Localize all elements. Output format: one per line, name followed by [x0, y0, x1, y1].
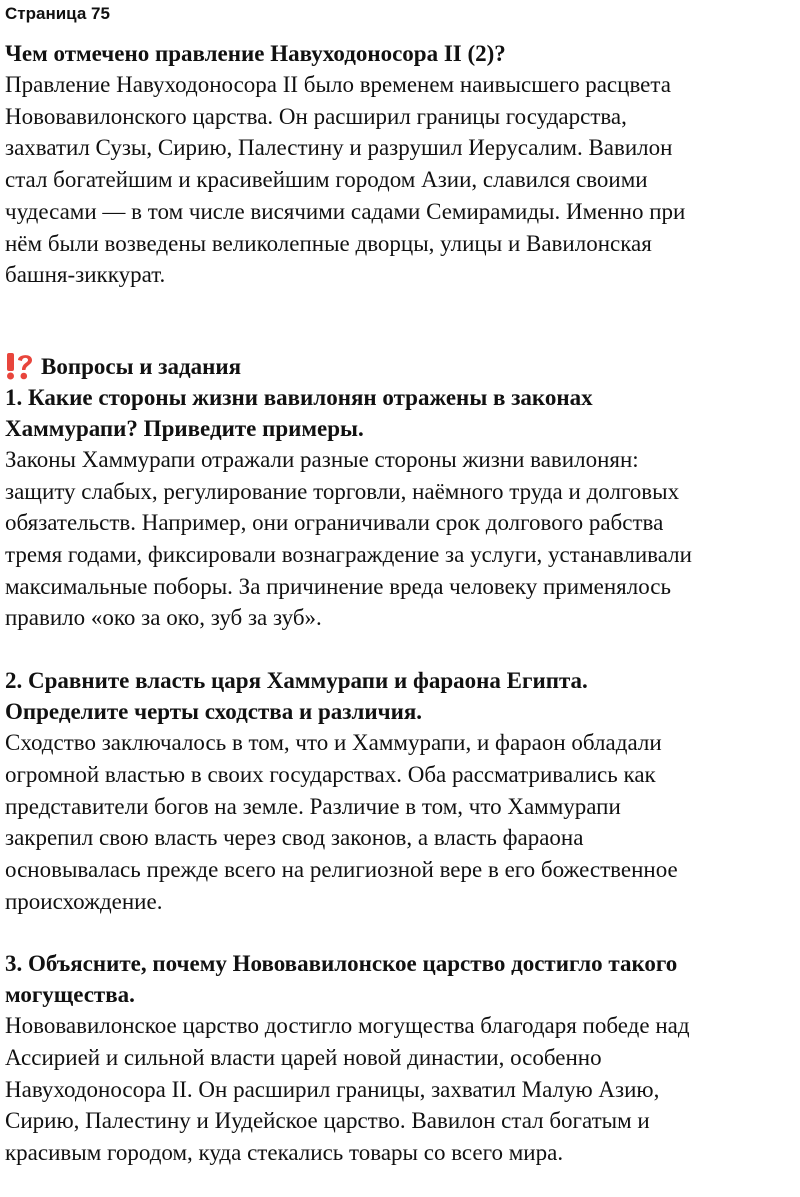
- answer-line: башня-зиккурат.: [5, 262, 166, 288]
- answer-line: нём были возведены великолепные дворцы, улицы и Вавилонская: [5, 230, 652, 256]
- answer-line: основывалась прежде всего на религиозной вере в его божественное: [5, 856, 678, 882]
- question-title: [5, 948, 795, 1010]
- section-title: Вопросы и задания: [41, 353, 242, 379]
- answer-line: правило «око за око, зуб за зуб».: [5, 605, 322, 631]
- question-title: [5, 382, 795, 444]
- question-title-line: Хаммурапи? Приведите примеры.: [5, 415, 364, 441]
- answer-line: красивым городом, куда стекались товары со всего мира.: [5, 1140, 564, 1166]
- answer-line: Законы Хаммурапи отражали разные стороны жизни вавилонян:: [5, 446, 639, 472]
- answer-line: огромной властью в своих государствах. Оба рассматривались как: [5, 761, 656, 787]
- answer-line: Ассирией и сильной власти царей новой династии, особенно: [5, 1045, 602, 1071]
- answer-line: Правление Навуходоносора II было временем наивысшего расцвета: [5, 72, 671, 97]
- page-number-label: Страница 75: [5, 4, 110, 23]
- section-heading: [5, 351, 800, 382]
- answer-line: чудесами — в том числе висячими садами Семирамиды. Именно при: [5, 198, 686, 224]
- answer-line: стал богатейшим и красивейшим городом Азии, славился своими: [5, 167, 648, 193]
- question-block-3: [5, 948, 800, 1169]
- answer-line: максимальные поборы. За причинение вреда человеку применялось: [5, 573, 671, 599]
- answer-line: представители богов на земле. Различие в том, что Хаммурапи: [5, 793, 621, 819]
- intro-title: Чем отмечено правление Навуходоносора II (2)?: [5, 41, 506, 66]
- answer-line: происхождение.: [5, 888, 163, 914]
- intro-answer: [5, 69, 795, 291]
- intro-block: [5, 38, 800, 291]
- question-title-line: 1. Какие стороны жизни вавилонян отражены в законах: [5, 384, 593, 410]
- answer-line: закрепил свою власть через свод законов, а власть фараона: [5, 825, 584, 851]
- question-answer: [5, 444, 795, 634]
- question-title-line: могущества.: [5, 982, 135, 1008]
- question-title-line: 2. Сравните власть царя Хаммурапи и фараона Египта.: [5, 668, 588, 694]
- exclamation-question-icon: [5, 352, 35, 380]
- answer-line: тремя годами, фиксировали вознаграждение за услуги, устанавливали: [5, 542, 692, 568]
- question-title-line: 3. Объясните, почему Нововавилонское царство достигло такого: [5, 951, 678, 977]
- answer-line: Сходство заключалось в том, что и Хаммурапи, и фараон обладали: [5, 730, 662, 756]
- answer-line: защиту слабых, регулирование торговли, наёмного труда и долговых: [5, 478, 680, 504]
- question-block-1: [5, 382, 800, 634]
- question-title: [5, 665, 795, 727]
- question-answer: [5, 727, 795, 917]
- answer-line: обязательств. Например, они ограничивали срок долгового рабства: [5, 510, 664, 536]
- answer-line: Нововавилонское царство достигло могущества благодаря победе над: [5, 1013, 690, 1039]
- answer-line: Навуходоносора II. Он расширил границы, захватил Малую Азию,: [5, 1076, 660, 1102]
- question-title-line: Определите черты сходства и различия.: [5, 699, 423, 725]
- question-block-2: [5, 665, 800, 917]
- answer-line: Сирию, Палестину и Иудейское царство. Вавилон стал богатым и: [5, 1108, 650, 1134]
- answer-line: захватил Сузы, Сирию, Палестину и разрушил Иерусалим. Вавилон: [5, 135, 673, 161]
- question-answer: [5, 1010, 795, 1169]
- answer-line: Нововавилонского царства. Он расширил границы государства,: [5, 103, 627, 129]
